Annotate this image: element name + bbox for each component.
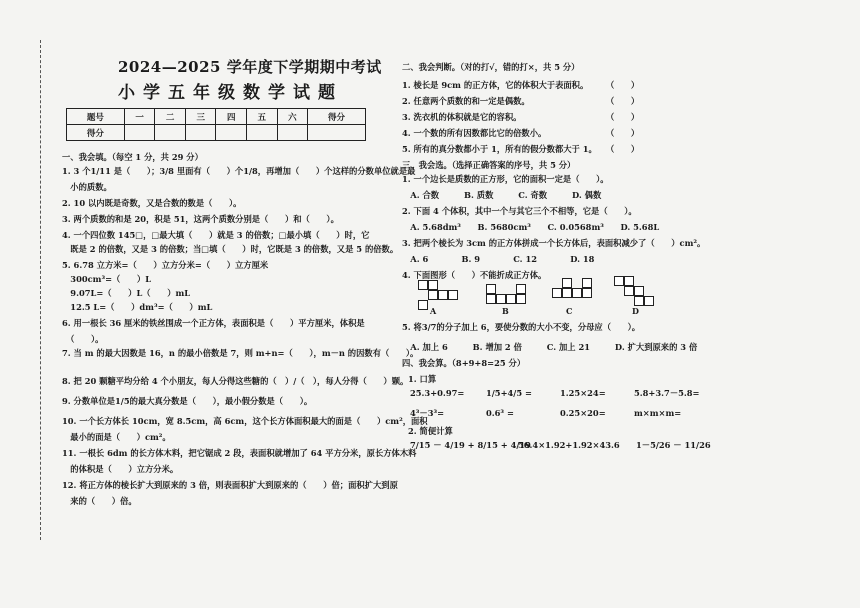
answer-paren[interactable]: （ ） <box>606 144 640 154</box>
score-cell: 五 <box>247 109 278 125</box>
oral-item: 1/5+4/5 = <box>486 388 532 398</box>
question-line: 2. 10 以内既是奇数，又是合数的数是（ ）。 <box>62 198 242 208</box>
question-line: 12.5 L=（ ）dm³=（ ）mL <box>62 302 213 312</box>
net-label-c: C <box>566 306 573 316</box>
score-blank[interactable] <box>155 125 186 141</box>
binding-margin-line <box>40 40 41 540</box>
choose-line: 4. 下面图形（ ）不能折成正方体。 <box>402 270 547 280</box>
judge-item: 3. 洗衣机的体积就是它的容积。 <box>402 112 522 122</box>
oral-item: 4³－3³= <box>410 408 445 418</box>
choose-line: 2. 下面 4 个体积，其中一个与其它三个不相等，它是（ ）。 <box>402 206 637 216</box>
score-cell: 二 <box>155 109 186 125</box>
judge-item: 5. 所有的真分数都小于 1，所有的假分数都大于 1。 <box>402 144 597 154</box>
question-line: 9.07L=（ ）L（ ）mL <box>62 288 191 298</box>
score-cell: 三 <box>185 109 216 125</box>
simple-title: 2. 简便计算 <box>408 426 453 436</box>
question-line: 1. 3 个1/11 是（ ）；3/8 里面有（ ）个1/8，再增加（ ）个这样的分数单位就是最 <box>62 166 416 176</box>
score-table-score-row <box>67 125 366 141</box>
question-line: 9. 分数单位是1/5的最大真分数是（ ），最小假分数是（ ）。 <box>62 396 313 406</box>
judge-item: 1. 棱长是 9cm 的正方体，它的体积大于表面积。 <box>402 80 589 90</box>
score-blank[interactable] <box>124 125 155 141</box>
score-cell: 题号 <box>67 109 125 125</box>
question-line: 3. 两个质数的和是 20，积是 51，这两个质数分别是（ ）和（ ）。 <box>62 214 339 224</box>
question-line: 8. 把 20 颗糖平均分给 4 个小朋友，每人分得这些糖的（ ）/（ ），每人分得（ ）颗。 <box>62 376 409 386</box>
score-cell: 六 <box>277 109 308 125</box>
question-line: 的体积是（ ）立方分米。 <box>62 464 179 474</box>
score-blank[interactable] <box>277 125 308 141</box>
net-label-d: D <box>632 306 639 316</box>
judge-item: 2. 任意两个质数的和一定是偶数。 <box>402 96 530 106</box>
question-line: 4. 一个四位数 145□，□最大填（ ）就是 3 的倍数；□最小填（ ）时，它 <box>62 230 370 240</box>
choose-q5: 5. 将3/7的分子加上 6，要使分数的大小不变，分母应（ ）。 <box>402 322 641 332</box>
judge-item: 4. 一个数的所有因数都比它的倍数小。 <box>402 128 547 138</box>
answer-paren[interactable]: （ ） <box>606 112 640 122</box>
simple-item: 7/15 － 4/19 + 8/15 + 4/19 <box>410 440 531 450</box>
question-line: 最小的面是（ ）cm²。 <box>62 432 171 442</box>
score-blank[interactable] <box>308 125 366 141</box>
score-cell: 四 <box>216 109 247 125</box>
question-line: 10. 一个长方体长 10cm，宽 8.5cm，高 6cm，这个长方体面积最大的面是（ ）cm²，面积 <box>62 416 428 426</box>
choose-line: A. 合数 B. 质数 C. 奇数 D. 偶数 <box>402 190 602 200</box>
exam-subtitle: 小学五年级数学试题 <box>118 83 343 103</box>
section-choose-heading: 三、我会选。（选择正确答案的序号，共 5 分） <box>402 160 576 170</box>
score-cell: 得分 <box>308 109 366 125</box>
answer-paren[interactable]: （ ） <box>606 96 640 106</box>
net-label-a: A <box>430 306 437 316</box>
answer-paren[interactable]: （ ） <box>606 128 640 138</box>
answer-paren[interactable]: （ ） <box>606 80 640 90</box>
choose-line: A. 5.68dm³ B. 5680cm³ C. 0.0568m³ D. 5.68L <box>402 222 660 232</box>
oral-item: 0.25×20= <box>560 408 606 418</box>
question-line: 小的质数。 <box>62 182 112 192</box>
oral-item: m×m×m= <box>634 408 682 418</box>
score-blank[interactable] <box>185 125 216 141</box>
oral-item: 25.3+0.97= <box>410 388 465 398</box>
net-label-b: B <box>502 306 509 316</box>
question-line: 既是 2 的倍数，又是 3 的倍数；当□填（ ）时，它既是 3 的倍数，又是 5 的倍数。 <box>62 244 399 254</box>
score-cell: 一 <box>124 109 155 125</box>
question-line: 11. 一根长 6dm 的长方体木料，把它锯成 2 段，表面积就增加了 64 平方分米，原长方体木料 <box>62 448 417 458</box>
oral-item: 5.8+3.7－5.8= <box>634 388 700 398</box>
question-line: 来的（ ）倍。 <box>62 496 137 506</box>
question-line: 12. 将正方体的棱长扩大到原来的 3 倍，则表面积扩大到原来的（ ）倍；面积扩大到原 <box>62 480 398 490</box>
simple-item: 1－5/26 － 11/26 <box>636 440 711 450</box>
score-cell: 得分 <box>67 125 125 141</box>
section-calc-heading: 四、我会算。（8+9+8=25 分） <box>402 358 526 368</box>
score-table-header-row <box>67 109 366 125</box>
score-table <box>66 108 366 141</box>
choose-line: A. 6 B. 9 C. 12 D. 18 <box>402 254 595 264</box>
oral-item: 0.6³ = <box>486 408 514 418</box>
oral-item: 1.25×24= <box>560 388 606 398</box>
choose-line: 1. 一个边长是质数的正方形，它的面积一定是（ ）。 <box>402 174 609 184</box>
simple-item: 56.4×1.92+1.92×43.6 <box>518 440 620 450</box>
choose-line: 3. 把两个棱长为 3cm 的正方体拼成一个长方体后，表面积减少了（ ）cm²。 <box>402 238 706 248</box>
score-blank[interactable] <box>247 125 278 141</box>
oral-title: 1. 口算 <box>408 374 437 384</box>
exam-title: 2024—2025 学年度下学期期中考试 <box>118 58 382 76</box>
score-blank[interactable] <box>216 125 247 141</box>
question-line: （ ）。 <box>62 334 104 344</box>
question-line: 5. 6.78 立方米=（ ）立方分米=（ ）立方厘米 <box>62 260 269 270</box>
question-line: 300cm³=（ ）L <box>62 274 152 284</box>
choose-q5-options: A. 加上 6 B. 增加 2 倍 C. 加上 21 D. 扩大到原来的 3 倍 <box>402 342 698 352</box>
question-line: 7. 当 m 的最大因数是 16，n 的最小倍数是 7，则 m+n=（ ），m－n 的因数有（ ）。 <box>62 348 419 358</box>
question-line: 6. 用一根长 36 厘米的铁丝围成一个正方体，表面积是（ ）平方厘米，体积是 <box>62 318 365 328</box>
section-fill-heading: 一、我会填。（每空 1 分，共 29 分） <box>62 152 203 162</box>
section-judge-heading: 二、我会判断。（对的打√，错的打×，共 5 分） <box>402 62 580 72</box>
